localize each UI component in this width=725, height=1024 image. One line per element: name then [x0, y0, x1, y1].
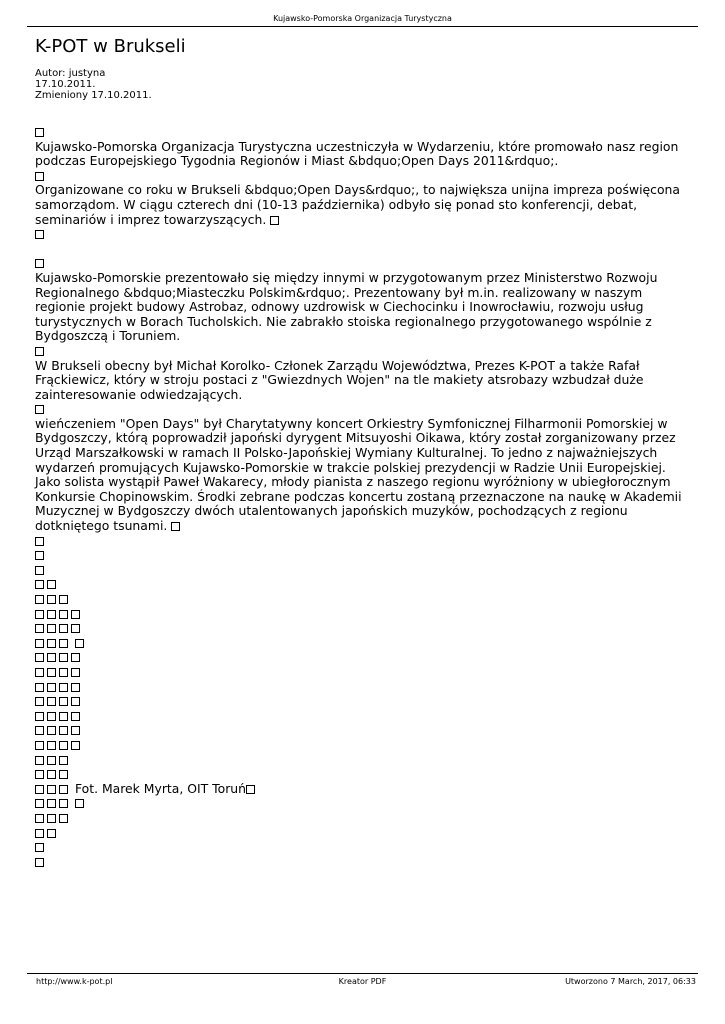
glyph-row — [35, 534, 685, 549]
footer-generator: Kreator PDF — [338, 977, 387, 986]
footer-url[interactable]: http://www.k-pot.pl — [36, 977, 113, 986]
modified-date: Zmieniony 17.10.2011. — [35, 90, 152, 101]
glyph-row — [35, 621, 685, 636]
paragraph-2: Organizowane co roku w Brukseli &bdquo;Open Days&rdquo;, to największa unijna impreza poświęcona samorządom. W ciągu czterech dni (10-13 października) odbyło się ponad sto konferencji, debat, seminariów i imprez towarzyszących. — [35, 182, 681, 227]
glyph-row — [35, 548, 685, 563]
created-date: 17.10.2011. — [35, 79, 96, 90]
document-header: Kujawsko-Pomorska Organizacja Turystyczna — [273, 14, 452, 23]
paragraph-5: wieńczeniem "Open Days" był Charytatywny koncert Orkiestry Symfonicznej Filharmonii Pomorskiej w Bydgoszczy, którą poprowadził japoński dyrygent Mitsuyoshi Oikawa, który został zorganizowany przez Urząd Marszałkowski w ramach II Polsko-Japońskiej Wymiany Kulturalnej. To jedno z najważniejszych wydarzeń promujących Kujawsko-Pomorskie w trakcie polskiej prezydencji w Radzie Unii Europejskiej. Jako solista wystąpił Paweł Wakarecy, młody pianista z naszego regionu wyróżniony w ubiegłorocznym Konkursie Chopinowskim. Środki zebrane podczas koncertu zostaną przeznaczone na naukę w Akademii Muzycznej w Bydgoszczy dwóch utalentowanych japońskich muzyków, pochodzących z regionu dotkniętego tsunami. — [35, 415, 682, 534]
footer-divider — [27, 973, 698, 974]
glyph-row — [35, 665, 685, 680]
author-line: Autor: justyna — [35, 68, 106, 79]
page-title: K-POT w Brukseli — [35, 36, 186, 57]
missing-glyph-icon — [35, 230, 44, 239]
glyph-row — [35, 694, 685, 709]
missing-glyph-icon — [270, 216, 279, 225]
missing-glyph-icon — [35, 259, 44, 268]
glyph-row — [35, 709, 685, 724]
glyph-row — [35, 650, 685, 665]
glyph-row — [35, 577, 685, 592]
missing-glyph-icon — [171, 522, 180, 531]
glyph-row — [35, 767, 685, 782]
article-body — [35, 125, 685, 869]
missing-glyph-icon — [35, 405, 44, 414]
paragraph-3: Kujawsko-Pomorskie prezentowało się między innymi w przygotowanym przez Ministerstwo Rozwoju Regionalnego &bdquo;Miasteczku Polskim&rdquo;. Prezentowany był m.in. realizowany w naszym regionie projekt budowy Astrobaz, odnowy uzdrowisk w Ciechocinku i Inowrocławiu, rozwoju usług turystycznych w Borach Tucholskich. Nie zabrakło stoiska regionalnego przygotowanego wspólnie z Bydgoszczą i Toruniem. — [35, 269, 658, 344]
glyph-row — [35, 826, 685, 841]
glyph-row — [35, 840, 685, 855]
missing-glyph-icon — [35, 347, 44, 356]
glyph-row — [35, 796, 685, 811]
glyph-row — [35, 607, 685, 622]
missing-glyph-icon — [35, 172, 44, 181]
photo-credit: Fot. Marek Myrta, OIT Toruń — [74, 780, 246, 796]
footer-created: Utworzono 7 March, 2017, 06:33 — [565, 977, 696, 986]
glyph-row — [35, 738, 685, 753]
paragraph-1: Kujawsko-Pomorska Organizacja Turystyczna uczestniczyła w Wydarzeniu, które promowało nasz region podczas Europejskiego Tygodnia Regionów i Miast &bdquo;Open Days 2011&rdquo;. — [35, 138, 679, 169]
glyph-row — [35, 753, 685, 768]
article-meta — [35, 68, 152, 101]
glyph-row — [35, 723, 685, 738]
header-divider — [27, 26, 698, 27]
glyph-row — [35, 592, 685, 607]
glyph-row — [35, 636, 685, 651]
glyph-row — [35, 563, 685, 578]
glyph-row — [35, 680, 685, 695]
missing-glyph-icon — [35, 128, 44, 137]
glyph-row — [35, 811, 685, 826]
paragraph-4: W Brukseli obecny był Michał Korolko- Członek Zarządu Województwa, Prezes K-POT a także Rafał Frąckiewicz, który w stroju postaci z "Gwiezdnych Wojen" na tle makiety atsrobazy wzbudzał duże zainteresowanie odwiedzających. — [35, 357, 644, 402]
glyph-row — [35, 855, 685, 870]
photo-credit-row — [35, 782, 685, 797]
